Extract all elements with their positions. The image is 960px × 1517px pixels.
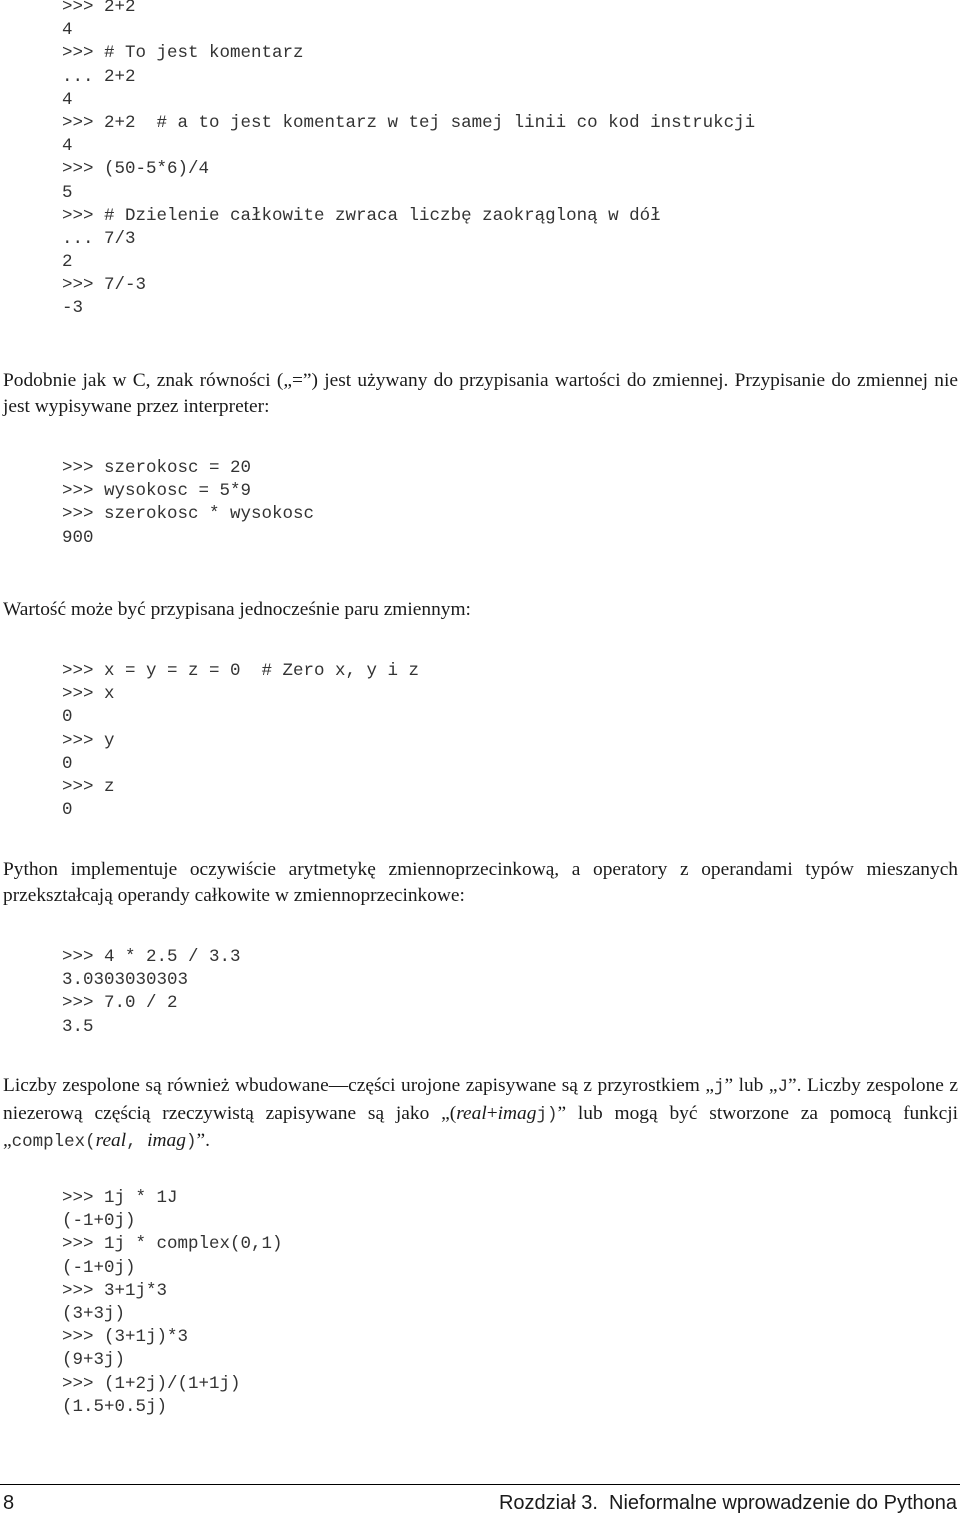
code-line: (-1+0j): [62, 1257, 136, 1278]
italic-term: real: [456, 1102, 487, 1124]
code-line: 0: [62, 707, 73, 728]
chapter-title: Rozdział 3. Nieformalne wprowadzenie do Pythona: [498, 1492, 957, 1514]
code-line: 2: [62, 252, 73, 273]
text-run: ”.: [196, 1130, 210, 1152]
italic-term: imag: [497, 1102, 537, 1124]
code-line: 4: [62, 20, 73, 41]
code-line: 5: [62, 182, 73, 203]
code-line: >>> x = y = z = 0 # Zero x, y i z: [62, 661, 420, 681]
paragraph-float-arithmetic: Python implementuje oczywiście arytmetykę zmiennoprzecinkową, a operatory z operandami typów mieszanych przekształcają operandy całkowite w zmiennoprzecinkowe:: [3, 859, 958, 906]
code-line: >>> (50-5*6)/4: [62, 159, 210, 180]
code-line: >>> (3+1j)*3: [62, 1327, 189, 1348]
code-line: >>> z: [62, 776, 115, 797]
inline-code: J: [777, 1077, 789, 1097]
code-line: >>> x: [62, 684, 115, 705]
code-line: 3.0303030303: [62, 970, 189, 991]
code-line: 900: [62, 527, 94, 548]
text-run: +: [486, 1102, 498, 1124]
code-line: ... 7/3: [62, 228, 136, 249]
paragraph-assignment: Podobnie jak w C, znak równości („=”) jest używany do przypisania wartości do zmiennej. Przypisanie do zmiennej nie jest wypisywane przez interpreter:: [3, 370, 958, 417]
code-line: 3.5: [62, 1016, 94, 1037]
code-line: >>> 7.0 / 2: [62, 993, 178, 1014]
code-line: 0: [62, 800, 73, 821]
code-line: >>> 2+2 # a to jest komentarz w tej samej linii co kod instrukcji: [62, 112, 756, 133]
code-line: >>> 2+2: [62, 0, 136, 17]
code-line: (-1+0j): [62, 1211, 136, 1232]
code-line: >>> wysokosc = 5*9: [62, 481, 252, 502]
code-line: ... 2+2: [62, 66, 136, 87]
italic-term: real: [95, 1130, 127, 1152]
code-block-assignment: [62, 457, 314, 550]
code-line: (1.5+0.5j): [62, 1396, 168, 1417]
code-line: (3+3j): [62, 1303, 126, 1324]
paragraph-multi-assignment: Wartość może być przypisana jednocześnie paru zmiennym:: [3, 599, 471, 620]
text-run: ” lub „: [724, 1075, 778, 1096]
code-line: 0: [62, 753, 73, 774]
code-line: >>> # Dzielenie całkowite zwraca liczbę zaokrągloną w dół: [62, 205, 661, 226]
code-line: >>> szerokosc = 20: [62, 458, 252, 478]
text-run: Liczby zespolone są również wbudowane—części urojone zapisywane są z przyrostkiem „: [3, 1075, 714, 1096]
code-line: (9+3j): [62, 1350, 126, 1371]
code-line: >>> 7/-3: [62, 275, 147, 296]
code-line: >>> (1+2j)/(1+1j): [62, 1373, 241, 1394]
code-line: >>> 3+1j*3: [62, 1280, 168, 1301]
text-run: ”. Liczby zespolone z niezerową częścią rzeczywistą zapisywane są jako „(: [3, 1075, 958, 1124]
code-block-multi-assignment: [62, 660, 419, 822]
inline-code: ,: [126, 1132, 148, 1153]
code-line: 4: [62, 136, 73, 157]
italic-term: imag: [147, 1130, 186, 1152]
inline-code: j: [713, 1077, 725, 1097]
code-line: >>> 4 * 2.5 / 3.3: [62, 947, 241, 967]
code-line: >>> # To jest komentarz: [62, 43, 304, 64]
code-block-float: [62, 946, 241, 1039]
code-block-complex: [62, 1187, 283, 1419]
code-line: >>> 1j * complex(0,1): [62, 1234, 283, 1255]
inline-code: complex(: [11, 1132, 96, 1153]
footer-divider: [0, 1484, 960, 1485]
code-line: -3: [62, 298, 84, 319]
inline-code: ): [185, 1132, 197, 1153]
code-block-arithmetic: [62, 0, 755, 321]
code-line: >>> szerokosc * wysokosc: [62, 504, 315, 525]
code-line: >>> 1j * 1J: [62, 1188, 178, 1208]
inline-code: j): [536, 1104, 558, 1125]
code-line: 4: [62, 89, 73, 110]
page-number: 8: [3, 1492, 15, 1514]
paragraph-complex-numbers: [3, 1073, 958, 1156]
code-line: >>> y: [62, 730, 115, 751]
text-run: ” lub mogą być stworzone za pomocą funkcji „: [3, 1102, 958, 1152]
